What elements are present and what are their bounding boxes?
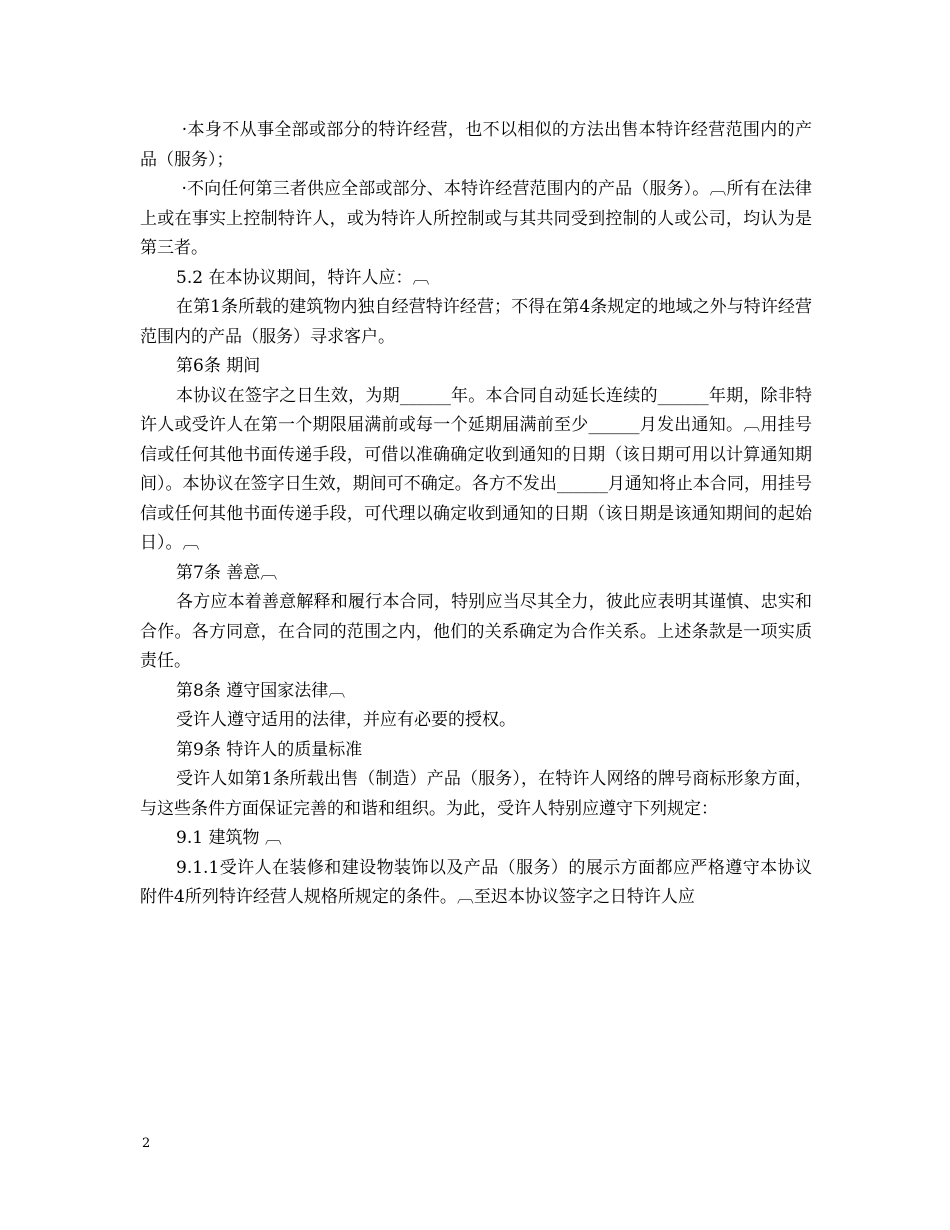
article-7-heading: 第7条 善意︹	[176, 562, 278, 583]
paragraph-6: 本协议在签字之日生效，为期______年。本合同自动延长连续的______年期，除非特许人或受许人在第一个期限届满前或每一个延期届满前至少______月发出通知。︹用挂号信或任何其他书面传递手段，可借以准确确定收到通知的日期（该日期可用以计算通知期间）。本协议在签字日生效，期间可不确定。各方不发出______月通知将止本合同，用挂号信或任何其他书面传递手段，可代理以确定收到通知的日期（该日期是该通知期间的起始日）。︹	[140, 385, 812, 553]
section-5-2-heading: 5.2 在本协议期间，特许人应：︹	[176, 267, 430, 288]
page-number: 2	[142, 1136, 151, 1151]
paragraph-4: 在第1条所载的建筑物内独自经营特许经营；不得在第4条规定的地域之外与特许经营范围内的产品（服务）寻求客户。	[140, 297, 812, 347]
article-8-heading: 第8条 遵守国家法律︹	[176, 680, 346, 701]
paragraph-12: 受许人如第1条所载出售（制造）产品（服务），在特许人网络的牌号商标形象方面，与这些条件方面保证完善的和谐和组织。为此，受许人特别应遵守下列规定：	[140, 769, 812, 819]
paragraph-2: ·不向任何第三者供应全部或部分、本特许经营范围内的产品（服务）。︹所有在法律上或在事实上控制特许人，或为特许人所控制或与其共同受到控制的人或公司，均认为是第三者。	[140, 179, 812, 258]
section-9-1-heading: 9.1 建筑物 ︹	[176, 828, 282, 848]
article-6-heading: 第6条 期间	[176, 356, 261, 376]
document-body	[140, 116, 812, 913]
article-9-heading: 第9条 特许人的质量标准	[176, 739, 363, 760]
paragraph-8: 各方应本着善意解释和履行本合同，特别应当尽其全力，彼此应表明其谨慎、忠实和合作。各方同意，在合同的范围之内，他们的关系确定为合作关系。上述条款是一项实质责任。	[140, 592, 812, 671]
paragraph-1: ·本身不从事全部或部分的特许经营，也不以相似的方法出售本特许经营范围内的产品（服务）；	[140, 120, 812, 170]
paragraph-10: 受许人遵守适用的法律，并应有必要的授权。	[176, 710, 516, 730]
paragraph-14: 9.1.1受许人在装修和建设物装饰以及产品（服务）的展示方面都应严格遵守本协议附件4所列特许经营人规格所规定的条件。︹至迟本协议签字之日特许人应	[140, 857, 812, 907]
